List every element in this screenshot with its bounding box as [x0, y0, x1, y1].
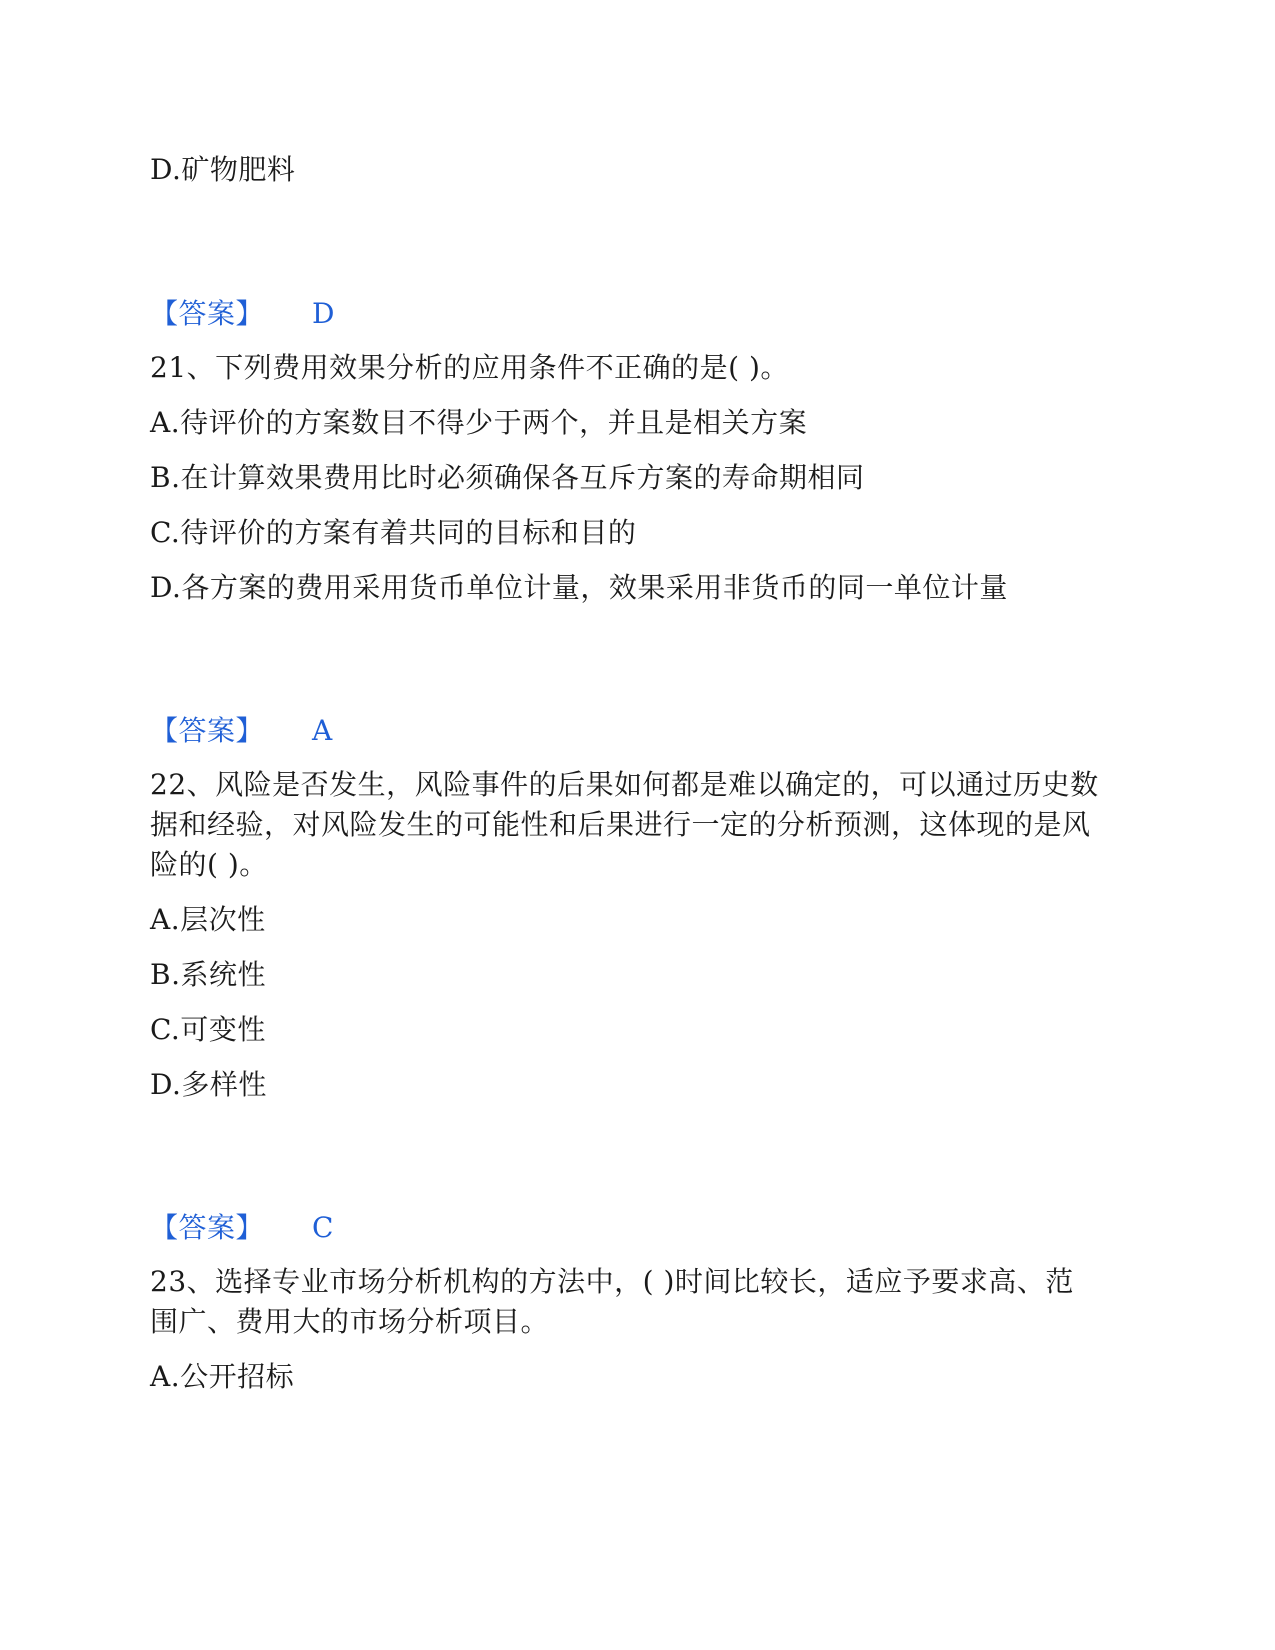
q22-option-b: B.系统性 [150, 958, 266, 991]
q22-stem-line-1: 22、风险是否发生，风险事件的后果如何都是难以确定的，可以通过历史数 [150, 768, 1099, 801]
q22-stem-line-3: 险的( )。 [150, 848, 268, 881]
answer-value: D [312, 297, 335, 330]
q23-option-a: A.公开招标 [150, 1360, 295, 1393]
q21-option-c: C.待评价的方案有着共同的目标和目的 [150, 516, 637, 549]
q21-stem: 21、下列费用效果分析的应用条件不正确的是( )。 [150, 351, 789, 384]
q20-option-d: D.矿物肥料 [150, 153, 296, 186]
q22-stem-line-2: 据和经验，对风险发生的可能性和后果进行一定的分析预测，这体现的是风 [150, 808, 1091, 841]
q23-stem-line-1: 23、选择专业市场分析机构的方法中，( )时间比较长，适应予要求高、范 [150, 1265, 1074, 1298]
q21-option-a: A.待评价的方案数目不得少于两个，并且是相关方案 [150, 406, 808, 439]
answer-value: A [312, 714, 333, 747]
q21-option-b: B.在计算效果费用比时必须确保各互斥方案的寿命期相同 [150, 461, 865, 494]
q22-option-d: D.多样性 [150, 1068, 267, 1101]
answer-label: 【答案】 [150, 714, 265, 747]
q22-option-a: A.层次性 [150, 903, 266, 936]
answer-value: C [312, 1211, 334, 1244]
q22-answer [150, 1208, 334, 1248]
q21-option-d: D.各方案的费用采用货币单位计量，效果采用非货币的同一单位计量 [150, 571, 1008, 604]
q23-stem-line-2: 围广、费用大的市场分析项目。 [150, 1305, 550, 1338]
q20-answer [150, 294, 335, 334]
q22-option-c: C.可变性 [150, 1013, 266, 1046]
q21-answer [150, 711, 333, 751]
answer-label: 【答案】 [150, 1211, 265, 1244]
answer-label: 【答案】 [150, 297, 265, 330]
